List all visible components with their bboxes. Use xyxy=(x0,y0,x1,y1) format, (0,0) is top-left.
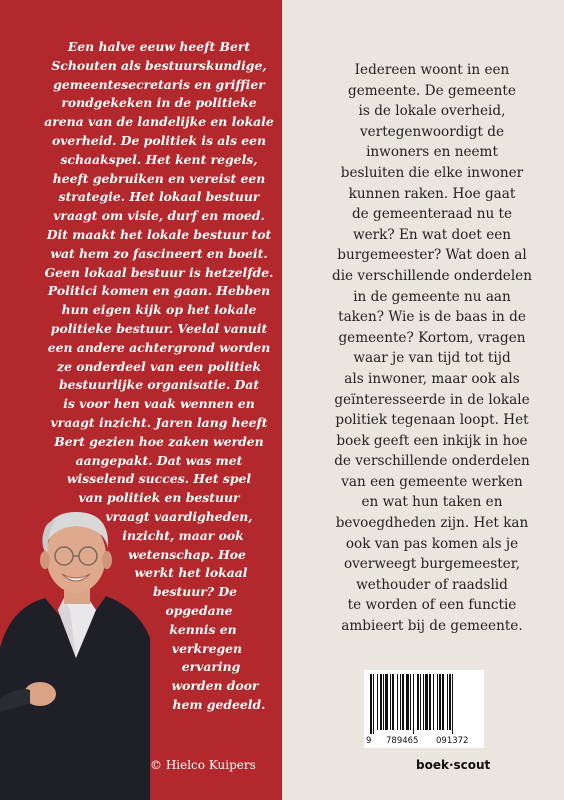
author-blurb-line: kennis en xyxy=(169,621,237,637)
author-blurb-line: verkregen xyxy=(171,640,243,656)
author-blurb-line: is voor hen vaak wennen en xyxy=(63,396,255,412)
book-summary-line: wethouder of raadslid xyxy=(356,576,508,593)
author-blurb-line: van politiek en bestuur xyxy=(78,490,240,506)
author-blurb-line: hem gedeeld. xyxy=(172,696,266,712)
barcode-bar xyxy=(452,674,453,734)
barcode-bar xyxy=(377,674,378,730)
book-summary-line: als inwoner, maar ook als xyxy=(344,370,520,387)
barcode-bar xyxy=(370,674,372,734)
book-summary-line: boek geeft een inkijk in hoe xyxy=(336,432,528,449)
book-summary-line: de gemeenteraad nu te xyxy=(351,206,513,223)
author-blurb-line: ervaring xyxy=(181,659,241,675)
author-blurb-line: schaakspel. Het kent regels, xyxy=(60,151,258,167)
author-blurb-line: inzicht, maar ook xyxy=(122,527,244,543)
barcode-bar xyxy=(447,674,448,730)
author-blurb-line: vraagt om visie, durf en moed. xyxy=(53,208,265,224)
isbn-digit-first: 9 xyxy=(366,736,372,746)
book-summary-line: kunnen raken. Hoe gaat xyxy=(348,185,516,202)
barcode-bar xyxy=(390,674,391,730)
book-summary-line: waar je van tijd tot tijd xyxy=(353,350,511,367)
isbn-number xyxy=(364,734,484,748)
barcode-bar xyxy=(433,674,434,730)
author-blurb-line: vraagt inzicht. Jaren lang heeft xyxy=(50,414,268,430)
publisher-logo-separator: · xyxy=(448,758,454,772)
author-blurb-line: rondgekeken in de politieke xyxy=(61,95,257,111)
barcode-bar xyxy=(413,674,414,734)
author-blurb-line: arena van de landelijke en lokale xyxy=(44,114,274,130)
author-blurb-line: vraagt vaardigheden, xyxy=(105,508,253,524)
author-blurb-line: wat hem zo fascineert en boeit. xyxy=(50,245,268,261)
barcode-bar xyxy=(380,674,382,730)
author-blurb-line: wisselend succes. Het spel xyxy=(66,471,252,487)
author-blurb-line: aangepakt. Dat was met xyxy=(75,452,243,468)
author-blurb-line: ze onderdeel van een politiek xyxy=(57,358,261,374)
book-summary-line: besluiten die elke inwoner xyxy=(340,164,524,181)
author-blurb-line: Schouten als bestuurskundige, xyxy=(51,57,267,73)
isbn-digits-right: 091372 xyxy=(436,736,469,746)
barcode-bar xyxy=(439,674,441,730)
author-blurb-line: politieke bestuur. Veelal vanuit xyxy=(50,320,268,336)
author-blurb-line: een andere achtergrond worden xyxy=(47,339,271,355)
isbn-digits-left: 789465 xyxy=(386,736,419,746)
barcode-bar xyxy=(385,674,388,730)
book-summary-line: ambieert bij de gemeente. xyxy=(341,618,523,635)
barcode-bar xyxy=(383,674,384,730)
barcode-bar xyxy=(400,674,401,730)
barcode-bar xyxy=(417,674,419,730)
barcode-bar xyxy=(402,674,404,730)
book-summary-line: overweegt burgemeester, xyxy=(343,556,521,573)
book-summary-line: gemeente. De gemeente xyxy=(348,82,516,99)
barcode-bar xyxy=(420,674,421,730)
barcode-bar xyxy=(429,674,431,730)
barcode-bar xyxy=(437,674,438,730)
author-photo xyxy=(0,498,150,800)
book-summary-line: burgemeester? Wat doen al xyxy=(337,247,527,264)
barcode-bar xyxy=(397,674,398,730)
book-summary-line: te worden of een functie xyxy=(347,597,517,614)
barcode-bar xyxy=(410,674,411,730)
barcode-bar xyxy=(442,674,444,730)
book-summary-line: de verschillende onderdelen xyxy=(334,453,530,470)
book-summary-line: is de lokale overheid, xyxy=(358,103,506,120)
author-blurb-line: bestuurlijke organisatie. Dat xyxy=(58,377,260,393)
book-summary-line: vertegenwoordigt de xyxy=(359,123,504,140)
author-blurb-line: Politici komen en gaan. Hebben xyxy=(47,283,271,299)
author-blurb-line: heeft gebruiken en vereist een xyxy=(52,170,266,186)
publisher-logo xyxy=(416,758,490,772)
book-summary-line: inwoners en neemt xyxy=(366,144,498,161)
author-blurb-line: Bert gezien hoe zaken werden xyxy=(54,433,264,449)
book-summary-line: die verschillende onderdelen xyxy=(332,267,532,284)
author-blurb-line: hun eigen kijk op het lokale xyxy=(61,302,257,318)
barcode-bar xyxy=(373,674,374,734)
author-blurb-line: Dit maakt het lokale bestuur tot xyxy=(46,226,272,242)
author-blurb-line: werkt het lokaal xyxy=(134,565,248,581)
barcode-bar xyxy=(406,674,409,730)
author-blurb-line: Geen lokaal bestuur is hetzelfde. xyxy=(44,264,274,280)
barcode-bar xyxy=(392,674,394,730)
book-summary-line: Iedereen woont in een xyxy=(354,62,510,78)
book-summary-line: in de gemeente nu aan xyxy=(353,288,511,305)
book-summary xyxy=(308,60,556,637)
barcode-bar xyxy=(425,674,428,730)
book-summary-line: gemeente? Kortom, vragen xyxy=(338,329,526,346)
author-blurb-line: worden door xyxy=(171,678,259,694)
author-blurb-line: bestuur? De xyxy=(153,584,237,600)
author-blurb-line: wetenschap. Hoe xyxy=(128,546,246,562)
book-summary-line: taken? Wie is de baas in de xyxy=(338,309,526,326)
author-blurb-line: strategie. Het lokaal bestuur xyxy=(58,189,260,205)
author-blurb-line: opgedane xyxy=(165,602,233,618)
book-summary-line: werk? En wat doet een xyxy=(352,226,512,243)
photo-credit: © Hielco Kuipers xyxy=(150,758,256,772)
book-summary-line: politiek tegenaan loopt. Het xyxy=(335,412,529,429)
author-blurb-line: overheid. De politiek is als een xyxy=(51,132,267,148)
barcode-bar xyxy=(423,674,424,730)
publisher-logo-part1: boek xyxy=(416,758,449,772)
isbn-barcode xyxy=(364,670,484,734)
author-blurb-line: Een halve eeuw heeft Bert xyxy=(67,39,251,54)
book-summary-line: ook van pas komen als je xyxy=(345,535,519,552)
author-blurb-line: gemeentesecretaris en griffier xyxy=(53,76,265,92)
book-summary-line: geïnteresseerde in de lokale xyxy=(334,391,530,408)
book-summary-line: bevoegdheden zijn. Het kan xyxy=(335,515,529,532)
book-summary-line: en wat hun taken en xyxy=(361,494,503,511)
book-summary-line: van een gemeente werken xyxy=(341,473,523,490)
barcode-bar xyxy=(449,674,451,730)
publisher-logo-part2: scout xyxy=(453,758,491,772)
